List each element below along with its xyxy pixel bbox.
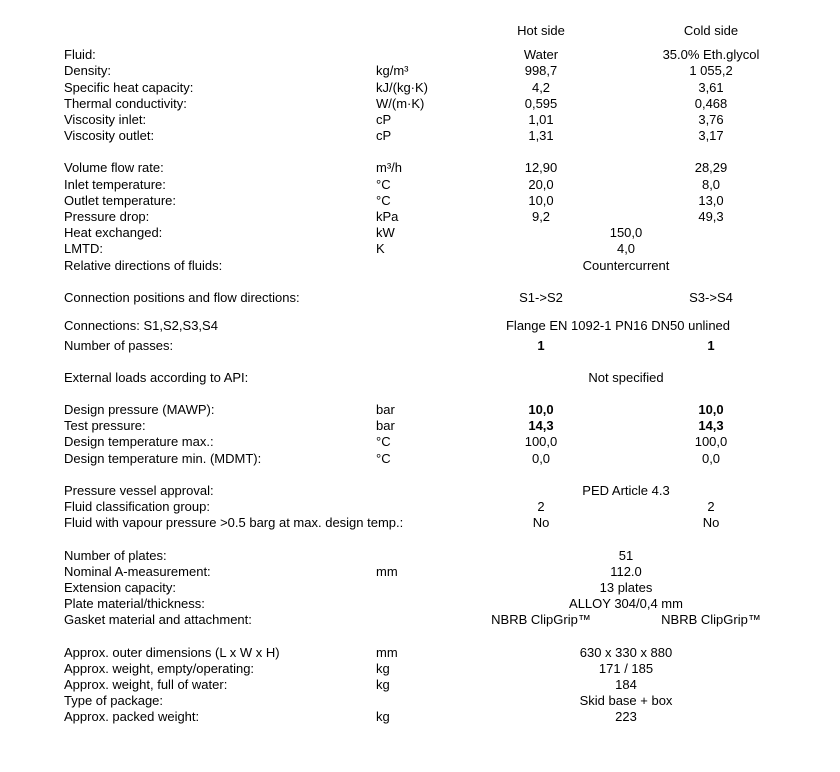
weight-empty-value: 171 / 185 [598,661,654,676]
packed-weight-unit: kg [376,709,390,724]
outer-dimensions-unit: mm [376,645,398,660]
plates-count-label: Number of plates: [64,548,167,563]
thermal-conductivity-hot-value: 0,595 [524,96,558,111]
design-temp-max-unit: °C [376,434,391,449]
design-pressure-unit: bar [376,402,395,417]
fluid-group-hot-value: 2 [537,499,545,514]
thermal-conductivity-label: Thermal conductivity: [64,96,187,111]
outlet-temperature-hot-value: 10,0 [528,193,554,208]
flow-directions-label: Relative directions of fluids: [64,258,223,273]
lmtd-value: 4,0 [616,241,636,256]
heat-capacity-cold-value: 3,61 [698,80,724,95]
packed-weight-value: 223 [615,709,637,724]
viscosity-outlet-label: Viscosity outlet: [64,128,155,143]
design-temp-min-hot-value: 0,0 [531,451,551,466]
weight-full-unit: kg [376,677,390,692]
pressure-drop-hot-value: 9,2 [531,209,551,224]
flow-rate-label: Volume flow rate: [64,160,164,175]
lmtd-label: LMTD: [64,241,103,256]
connection-positions-label: Connection positions and flow directions: [64,290,300,305]
lmtd-unit: K [376,241,385,256]
inlet-temperature-unit: °C [376,177,391,192]
inlet-temperature-cold-value: 8,0 [701,177,721,192]
flow-directions-value: Countercurrent [582,258,670,273]
density-cold-value: 1 055,2 [689,63,733,78]
viscosity-outlet-hot-value: 1,31 [528,128,554,143]
test-pressure-unit: bar [376,418,395,433]
design-pressure-cold-value: 10,0 [698,402,724,417]
external-loads-value: Not specified [588,370,664,385]
heat-capacity-label: Specific heat capacity: [64,80,194,95]
viscosity-outlet-cold-value: 3,17 [698,128,724,143]
vessel-approval-value: PED Article 4.3 [582,483,670,498]
passes-cold-value: 1 [707,338,715,353]
outer-dimensions-value: 630 x 330 x 880 [579,645,673,660]
a-measurement-unit: mm [376,564,398,579]
vapour-pressure-hot-value: No [532,515,550,530]
passes-hot-value: 1 [537,338,545,353]
weight-full-label: Approx. weight, full of water: [64,677,228,692]
a-measurement-value: 112.0 [610,564,642,579]
passes-label: Number of passes: [64,338,174,353]
vapour-pressure-label: Fluid with vapour pressure >0.5 barg at max. design temp.: [64,515,404,530]
outlet-temperature-cold-value: 13,0 [698,193,724,208]
packed-weight-label: Approx. packed weight: [64,709,200,724]
plates-count-value: 51 [618,548,634,563]
density-unit: kg/m³ [376,63,409,78]
fluid-group-label: Fluid classification group: [64,499,210,514]
thermal-conductivity-unit: W/(m·K) [376,96,425,111]
pressure-drop-cold-value: 49,3 [698,209,724,224]
test-pressure-hot-value: 14,3 [528,418,554,433]
external-loads-label: External loads according to API: [64,370,249,385]
vapour-pressure-cold-value: No [702,515,720,530]
design-pressure-label: Design pressure (MAWP): [64,402,215,417]
extension-capacity-label: Extension capacity: [64,580,177,595]
design-temp-min-unit: °C [376,451,391,466]
design-pressure-hot-value: 10,0 [528,402,554,417]
flow-rate-unit: m³/h [376,160,402,175]
connections-label: Connections: S1,S2,S3,S4 [64,318,218,333]
fluid-label: Fluid: [64,47,96,62]
flow-rate-hot-value: 12,90 [524,160,558,175]
inlet-temperature-hot-value: 20,0 [528,177,554,192]
plate-material-value: ALLOY 304/0,4 mm [569,596,683,611]
outlet-temperature-unit: °C [376,193,391,208]
design-temp-max-hot-value: 100,0 [524,434,558,449]
outlet-temperature-label: Outlet temperature: [64,193,176,208]
design-temp-min-cold-value: 0,0 [701,451,721,466]
density-label: Density: [64,63,111,78]
hot-side-header: Hot side [517,23,565,38]
gasket-cold-value: NBRB ClipGrip™ [661,612,761,627]
design-temp-max-cold-value: 100,0 [694,434,728,449]
viscosity-inlet-cold-value: 3,76 [698,112,724,127]
fluid-cold-value: 35.0% Eth.glycol [662,47,760,62]
connection-positions-hot-value: S1->S2 [519,290,563,305]
cold-side-header: Cold side [683,23,739,38]
pressure-drop-label: Pressure drop: [64,209,150,224]
density-hot-value: 998,7 [524,63,558,78]
heat-capacity-unit: kJ/(kg·K) [376,80,428,95]
viscosity-inlet-label: Viscosity inlet: [64,112,147,127]
outer-dimensions-label: Approx. outer dimensions (L x W x H) [64,645,280,660]
thermal-conductivity-cold-value: 0,468 [694,96,728,111]
test-pressure-label: Test pressure: [64,418,146,433]
weight-full-value: 184 [615,677,637,692]
gasket-label: Gasket material and attachment: [64,612,252,627]
test-pressure-cold-value: 14,3 [698,418,724,433]
viscosity-inlet-unit: cP [376,112,392,127]
extension-capacity-value: 13 plates [599,580,653,595]
a-measurement-label: Nominal A-measurement: [64,564,211,579]
viscosity-inlet-hot-value: 1,01 [528,112,554,127]
design-temp-min-label: Design temperature min. (MDMT): [64,451,262,466]
vessel-approval-label: Pressure vessel approval: [64,483,214,498]
package-type-label: Type of package: [64,693,164,708]
fluid-group-cold-value: 2 [707,499,715,514]
heat-exchanged-label: Heat exchanged: [64,225,163,240]
gasket-hot-value: NBRB ClipGrip™ [491,612,591,627]
flow-rate-cold-value: 28,29 [694,160,728,175]
weight-empty-label: Approx. weight, empty/operating: [64,661,255,676]
weight-empty-unit: kg [376,661,390,676]
package-type-value: Skid base + box [579,693,673,708]
connections-value: Flange EN 1092-1 PN16 DN50 unlined [505,318,731,333]
pressure-drop-unit: kPa [376,209,399,224]
connection-positions-cold-value: S3->S4 [689,290,733,305]
inlet-temperature-label: Inlet temperature: [64,177,166,192]
heat-exchanged-value: 150,0 [609,225,643,240]
heat-capacity-hot-value: 4,2 [531,80,551,95]
design-temp-max-label: Design temperature max.: [64,434,214,449]
fluid-hot-value: Water [523,47,559,62]
plate-material-label: Plate material/thickness: [64,596,205,611]
heat-exchanged-unit: kW [376,225,395,240]
viscosity-outlet-unit: cP [376,128,392,143]
